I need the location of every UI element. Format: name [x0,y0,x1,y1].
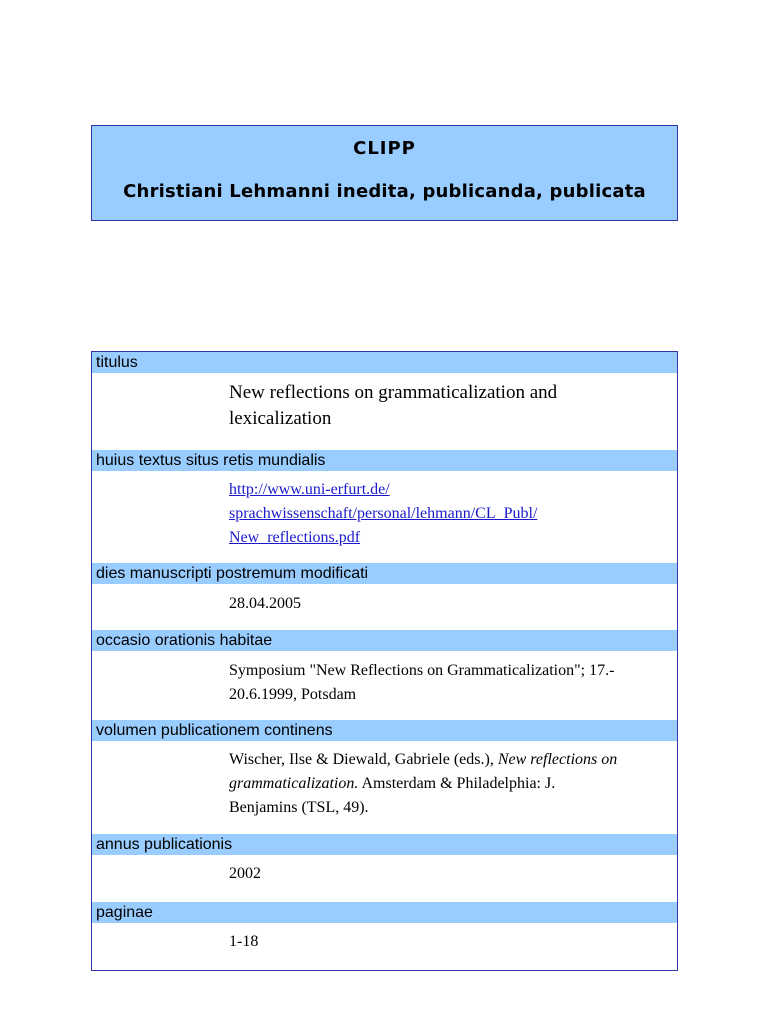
value-titulus-line2: lexicalization [229,408,332,429]
header-box [91,125,678,221]
value-titulus-line1: New reflections on grammaticalization and [229,382,558,403]
document-url-link-line3[interactable]: New_reflections.pdf [229,529,361,546]
value-annus: 2002 [229,865,261,882]
value-volumen-line1 [229,748,673,772]
label-situs: huius textus situs retis mundialis [92,450,677,471]
value-occasio-line2: 20.6.1999, Potsdam [229,686,357,703]
label-dies: dies manuscripti postremum modificati [92,563,677,584]
label-volumen: volumen publicationem continens [92,720,677,741]
value-occasio-line1: Symposium "New Reflections on Grammaticalization"; 17.- [229,662,615,679]
header-subtitle: Christiani Lehmanni inedita, publicanda, publicata [123,181,646,202]
volumen-book-title-part1: New reflections on [497,751,618,768]
volumen-publisher-place: Amsterdam & Philadelphia: J. [358,775,556,792]
label-occasio: occasio orationis habitae [92,630,677,651]
header-title: CLIPP [353,138,416,159]
label-titulus: titulus [92,352,677,373]
value-titulus [229,380,673,432]
value-volumen-line3: Benjamins (TSL, 49). [229,799,369,816]
bibliographic-record-table [91,351,678,971]
document-url-link-line2[interactable]: sprachwissenschaft/personal/lehmann/CL_Publ/ [229,505,538,522]
volumen-book-title-part2: grammaticalization. [229,775,359,792]
label-paginae: paginae [92,902,677,923]
value-occasio [229,659,673,707]
value-paginae: 1-18 [229,933,259,950]
volumen-editors: Wischer, Ilse & Diewald, Gabriele (eds.), [229,751,498,768]
label-annus: annus publicationis [92,834,677,855]
value-situs-link[interactable] [229,478,673,550]
value-volumen [229,748,673,820]
document-url-link-line1[interactable]: http://www.uni-erfurt.de/ [229,481,390,498]
value-dies: 28.04.2005 [229,595,301,612]
value-volumen-line2 [229,772,673,796]
